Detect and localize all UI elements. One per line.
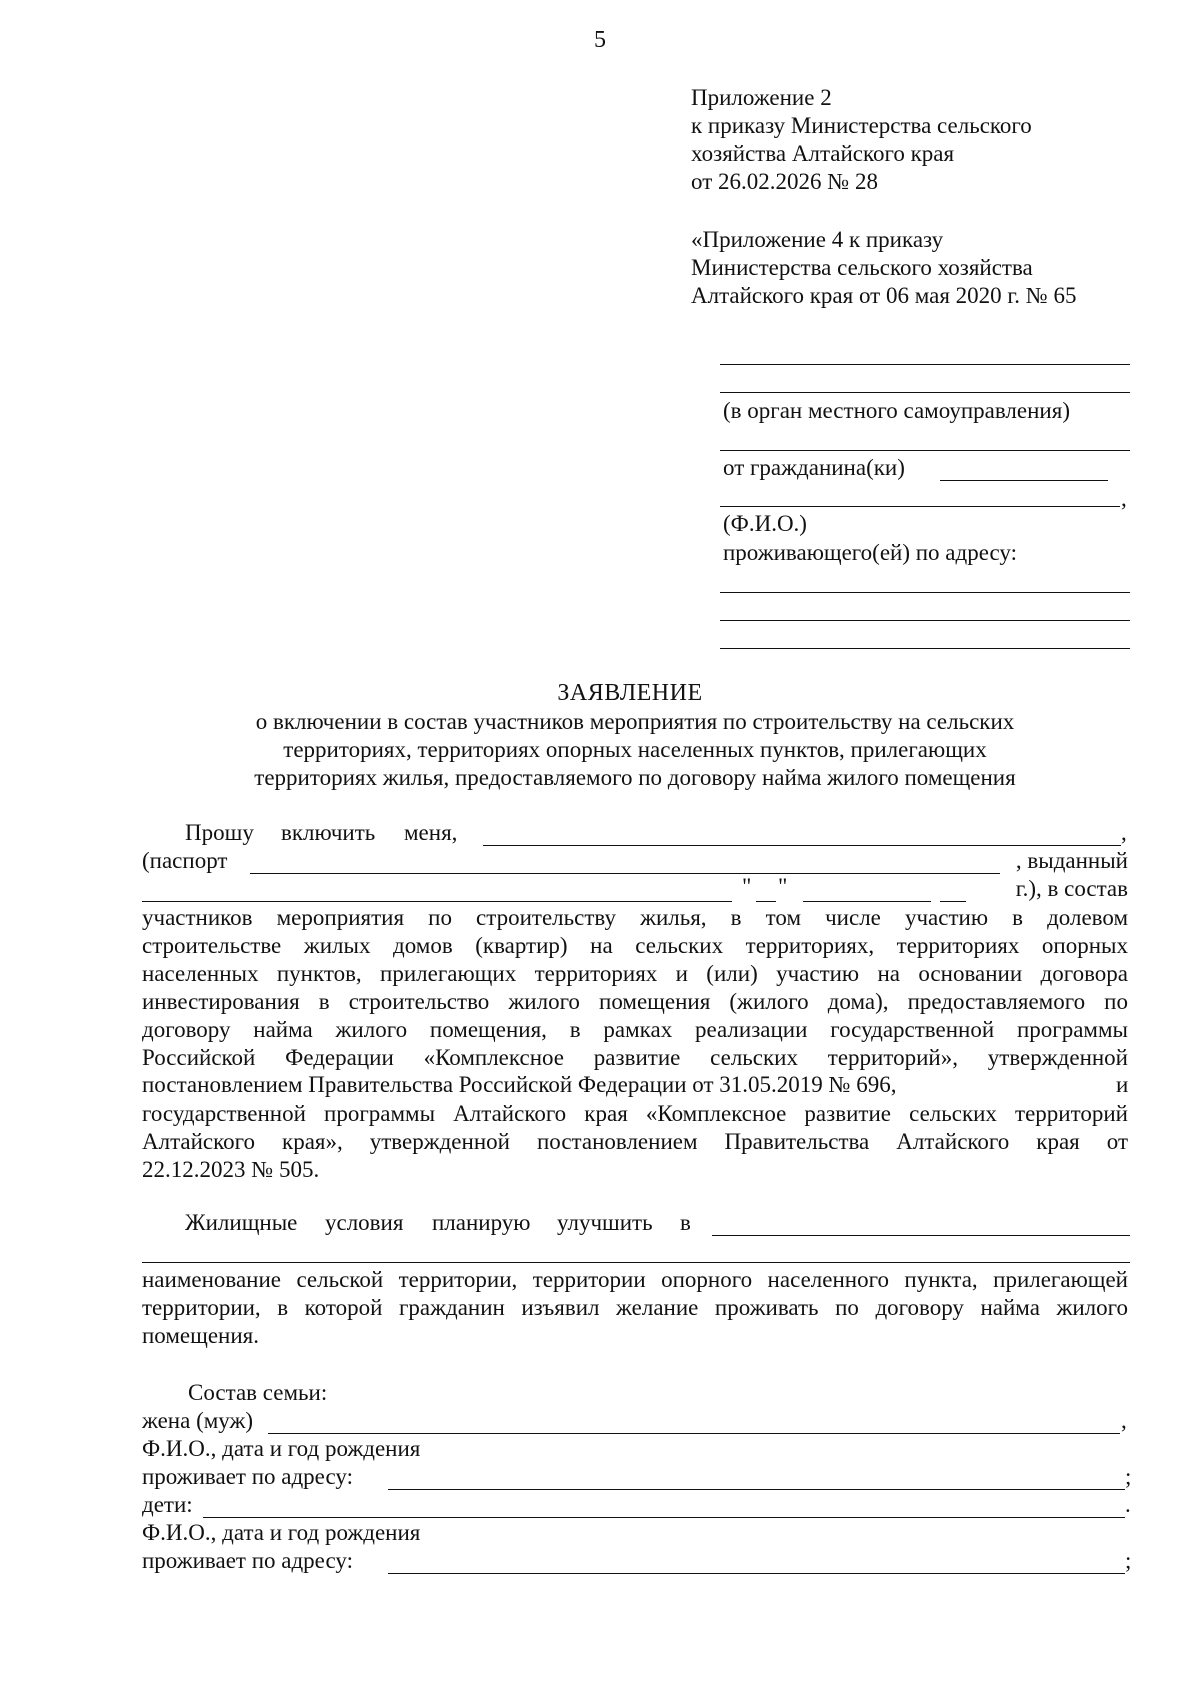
issue-year-blank[interactable] <box>940 901 966 902</box>
original-appendix-header <box>691 226 1076 310</box>
organ-caption: (в орган местного самоуправления) <box>723 398 1070 423</box>
appendix-header-line: Приложение 2 <box>691 85 832 110</box>
address-blank-2[interactable] <box>720 620 1130 621</box>
document-title: ЗАЯВЛЕНИЕ <box>557 680 703 706</box>
body-line: Российской Федерации «Комплексное развитие сельских территорий», утвержденной <box>142 1045 1128 1070</box>
decree-line-end: и <box>1116 1072 1129 1097</box>
from-citizen-label: от гражданина(ки) <box>723 455 905 480</box>
fio-caption: Ф.И.О., дата и год рождения <box>142 1436 421 1461</box>
semicolon: ; <box>1125 1548 1132 1573</box>
spouse-label: жена (муж) <box>142 1408 254 1433</box>
quote-close: " <box>778 874 788 899</box>
body-line: населенных пунктов, прилегающих территориях и (или) участию на основании договора <box>142 961 1128 986</box>
children-blank[interactable] <box>203 1517 1125 1518</box>
appendix-header-line: от 26.02.2026 № 28 <box>691 169 878 194</box>
organ-blank-2[interactable] <box>720 392 1130 393</box>
original-appendix-line: «Приложение 4 к приказу <box>691 227 944 252</box>
issued-label: , выданный <box>1015 848 1128 873</box>
issue-month-blank[interactable] <box>803 901 931 902</box>
appendix-header-line: к приказу Министерства сельского <box>691 113 1032 138</box>
territory-caption <box>142 1266 1128 1350</box>
passport-blank[interactable] <box>250 873 1000 874</box>
request-word: включить <box>281 820 376 845</box>
issue-day-blank[interactable] <box>756 901 776 902</box>
request-body <box>142 904 1128 1072</box>
appendix-header <box>691 84 1032 196</box>
address-label: проживающего(ей) по адресу: <box>723 540 1017 565</box>
request-word: меня, <box>404 820 458 845</box>
request-body-2 <box>142 1100 1128 1184</box>
children-address-label: проживает по адресу: <box>142 1548 353 1573</box>
territory-blank-2[interactable] <box>142 1262 1130 1263</box>
year-suffix: г.), в состав <box>1015 876 1128 901</box>
subtitle-line: о включении в состав участников мероприятия по строительству на сельских <box>255 709 1015 734</box>
body-line: договору найма жилого помещения, в рамках реализации государственной программы <box>142 1017 1128 1042</box>
caption-line: наименование сельской территории, территории опорного населенного пункта, прилегающей <box>142 1267 1128 1292</box>
passport-label: (паспорт <box>142 848 228 873</box>
comma: , <box>1121 820 1127 845</box>
page-number: 5 <box>594 27 606 53</box>
spouse-address-label: проживает по адресу: <box>142 1464 353 1489</box>
comma: , <box>1121 486 1127 511</box>
original-appendix-line: Министерства сельского хозяйства <box>691 255 1033 280</box>
housing-word: улучшить <box>557 1210 653 1235</box>
citizen-name-blank-2[interactable] <box>720 506 1120 507</box>
subtitle-line: территориях, территориях опорных населенных пунктов, прилегающих <box>283 737 987 762</box>
fio-caption: Ф.И.О., дата и год рождения <box>142 1520 421 1545</box>
housing-word: в <box>680 1210 691 1235</box>
request-word: Прошу <box>185 820 254 845</box>
body-line: строительстве жилых домов (квартир) на сельских территориях, территориях опорных <box>142 933 1128 958</box>
body-line: 22.12.2023 № 505. <box>142 1157 320 1182</box>
body-line: Алтайского края», утвержденной постановлением Правительства Алтайского края от <box>142 1129 1128 1154</box>
period: . <box>1125 1492 1131 1517</box>
quote-open: " <box>742 874 752 899</box>
caption-line: помещения. <box>142 1323 259 1348</box>
appendix-header-line: хозяйства Алтайского края <box>691 141 955 166</box>
original-appendix-line: Алтайского края от 06 мая 2020 г. № 65 <box>691 283 1077 308</box>
body-line: государственной программы Алтайского края «Комплексное развитие сельских территорий <box>142 1101 1128 1126</box>
citizen-name-blank[interactable] <box>940 480 1108 481</box>
children-label: дети: <box>142 1492 193 1517</box>
organ-blank-1[interactable] <box>720 364 1130 365</box>
body-line: участников мероприятия по строительству жилья, в том числе участию в долевом <box>142 905 1128 930</box>
comma: , <box>1121 1408 1127 1433</box>
subtitle-line: территориях жилья, предоставляемого по договору найма жилого помещения <box>254 765 1016 790</box>
spouse-address-blank[interactable] <box>388 1489 1125 1490</box>
semicolon: ; <box>1125 1464 1132 1489</box>
caption-line: территории, в которой гражданин изъявил желание проживать по договору найма жилого <box>142 1295 1128 1320</box>
children-address-blank[interactable] <box>388 1573 1125 1574</box>
document-subtitle <box>0 708 1200 792</box>
spouse-blank[interactable] <box>268 1433 1120 1434</box>
address-blank-1[interactable] <box>720 592 1130 593</box>
organ-blank-3[interactable] <box>720 450 1130 451</box>
territory-blank-1[interactable] <box>712 1235 1130 1236</box>
body-line: инвестирования в строительство жилого помещения (жилого дома), предоставляемого по <box>142 989 1128 1014</box>
housing-word: планирую <box>432 1210 531 1235</box>
housing-word: условия <box>325 1210 404 1235</box>
fio-caption: (Ф.И.О.) <box>723 511 807 536</box>
issued-by-blank[interactable] <box>142 901 732 902</box>
address-blank-3[interactable] <box>720 648 1130 649</box>
applicant-name-blank[interactable] <box>483 845 1121 846</box>
family-heading: Состав семьи: <box>188 1380 328 1405</box>
housing-word: Жилищные <box>185 1210 298 1235</box>
decree-line: постановлением Правительства Российской Федерации от 31.05.2019 № 696, <box>142 1072 897 1097</box>
